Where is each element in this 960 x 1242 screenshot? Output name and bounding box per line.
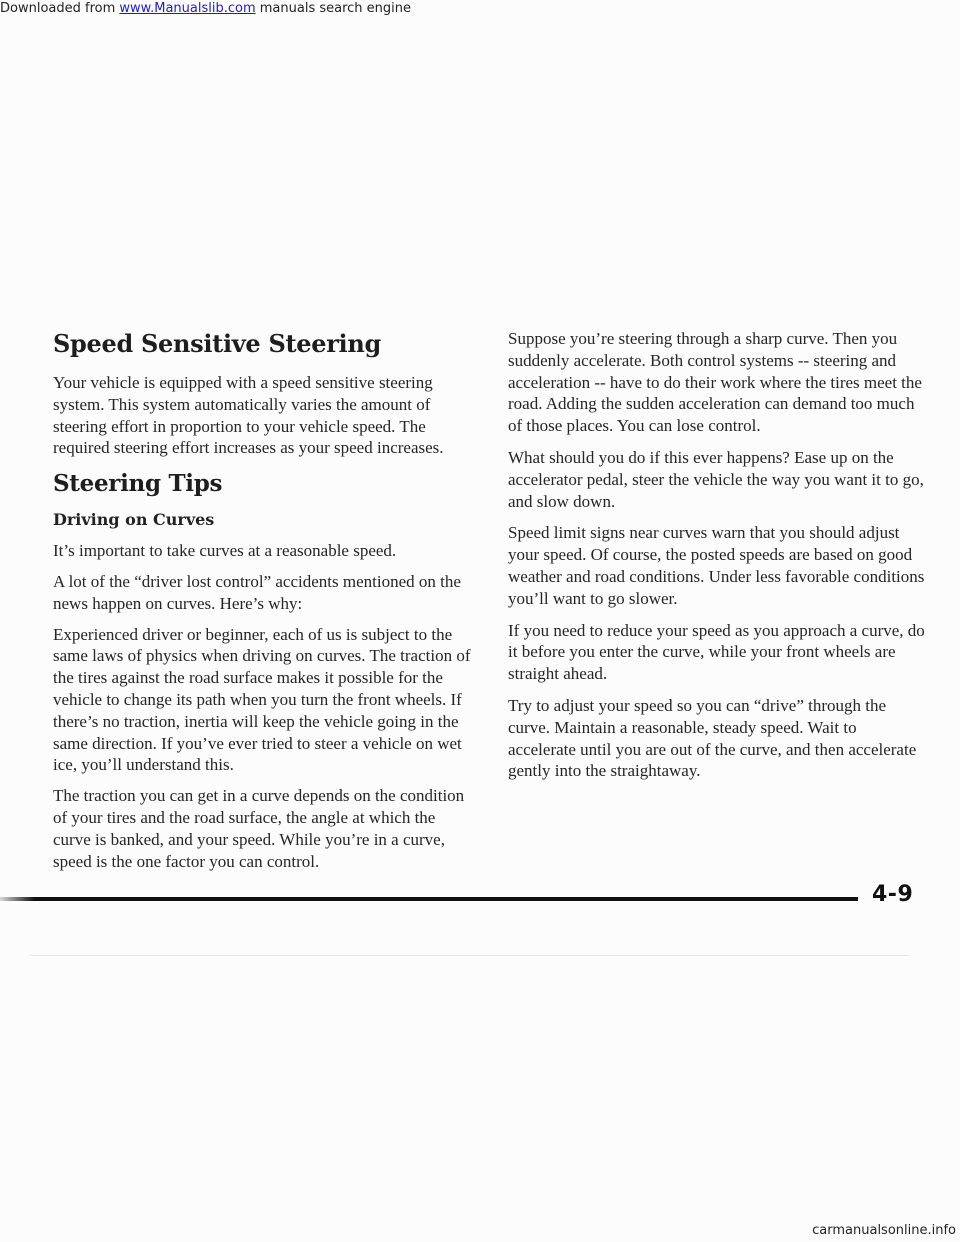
page-number: 4-9 [872, 882, 914, 907]
paragraph-what-to-do: What should you do if this ever happens? Ease up on the accelerator pedal, steer the vehicle the way you want it to go, and slow down. [508, 447, 924, 511]
faint-divider [30, 955, 910, 956]
subheading-driving-on-curves: Driving on Curves [53, 510, 215, 530]
paragraph-drive-through: Try to adjust your speed so you can “drive” through the curve. Maintain a reasonable, steady speed. Wait to accelerate until you are out of the curve, and then accelerate gently into the straightaway. [508, 695, 917, 781]
paragraph-speed-limit-signs: Speed limit signs near curves warn that you should adjust your speed. Of course, the posted speeds are based on good weather and road conditions. Under less favorable conditions you’ll want to go slower. [508, 523, 925, 608]
paragraph-reduce-speed: If you need to reduce your speed as you approach a curve, do it before you enter the curve, while your front wheels are straight ahead. [508, 620, 925, 684]
footer-rule [0, 897, 858, 901]
banner-prefix: Downloaded from [0, 1, 120, 16]
footer-watermark: carmanualsonline.info [812, 1223, 956, 1238]
banner-suffix: manuals search engine [255, 1, 412, 16]
paragraph-speed-sensitive: Your vehicle is equipped with a speed sensitive steering system. This system automatically varies the amount of steering effort in proportion to your vehicle speed. The required steering effort increases as your speed increases. [53, 373, 444, 458]
paragraph-reasonable-speed: It’s important to take curves at a reasonable speed. [53, 541, 397, 561]
paragraph-lost-control: A lot of the “driver lost control” accidents mentioned on the news happen on curves. Here’s why: [53, 571, 461, 613]
heading-steering-tips: Steering Tips [53, 470, 223, 498]
download-banner [0, 0, 960, 20]
paragraph-traction: The traction you can get in a curve depends on the condition of your tires and the road surface, the angle at which the curve is banked, and your speed. While you’re in a curve, speed is the one factor you can control. [53, 786, 465, 871]
heading-speed-sensitive-steering: Speed Sensitive Steering [53, 329, 381, 358]
manualslib-link[interactable]: www.Manualslib.com [119, 1, 256, 16]
paragraph-physics: Experienced driver or beginner, each of us is subject to the same laws of physics when driving on curves. The traction of the tires against the road surface makes it possible for the vehicle to change its path when you turn the front wheels. If there’s no traction, inertia will keep the vehicle going in the same direction. If you’ve ever tried to steer a vehicle on wet ice, you’ll understand this. [53, 624, 471, 775]
left-column [53, 328, 473, 881]
right-column [508, 328, 928, 792]
paragraph-sharp-curve: Suppose you’re steering through a sharp curve. Then you suddenly accelerate. Both control systems -- steering and acceleration -- have to do their work where the tires meet the road. Adding the sudden acceleration can demand too much of those places. You can lose control. [508, 329, 922, 436]
